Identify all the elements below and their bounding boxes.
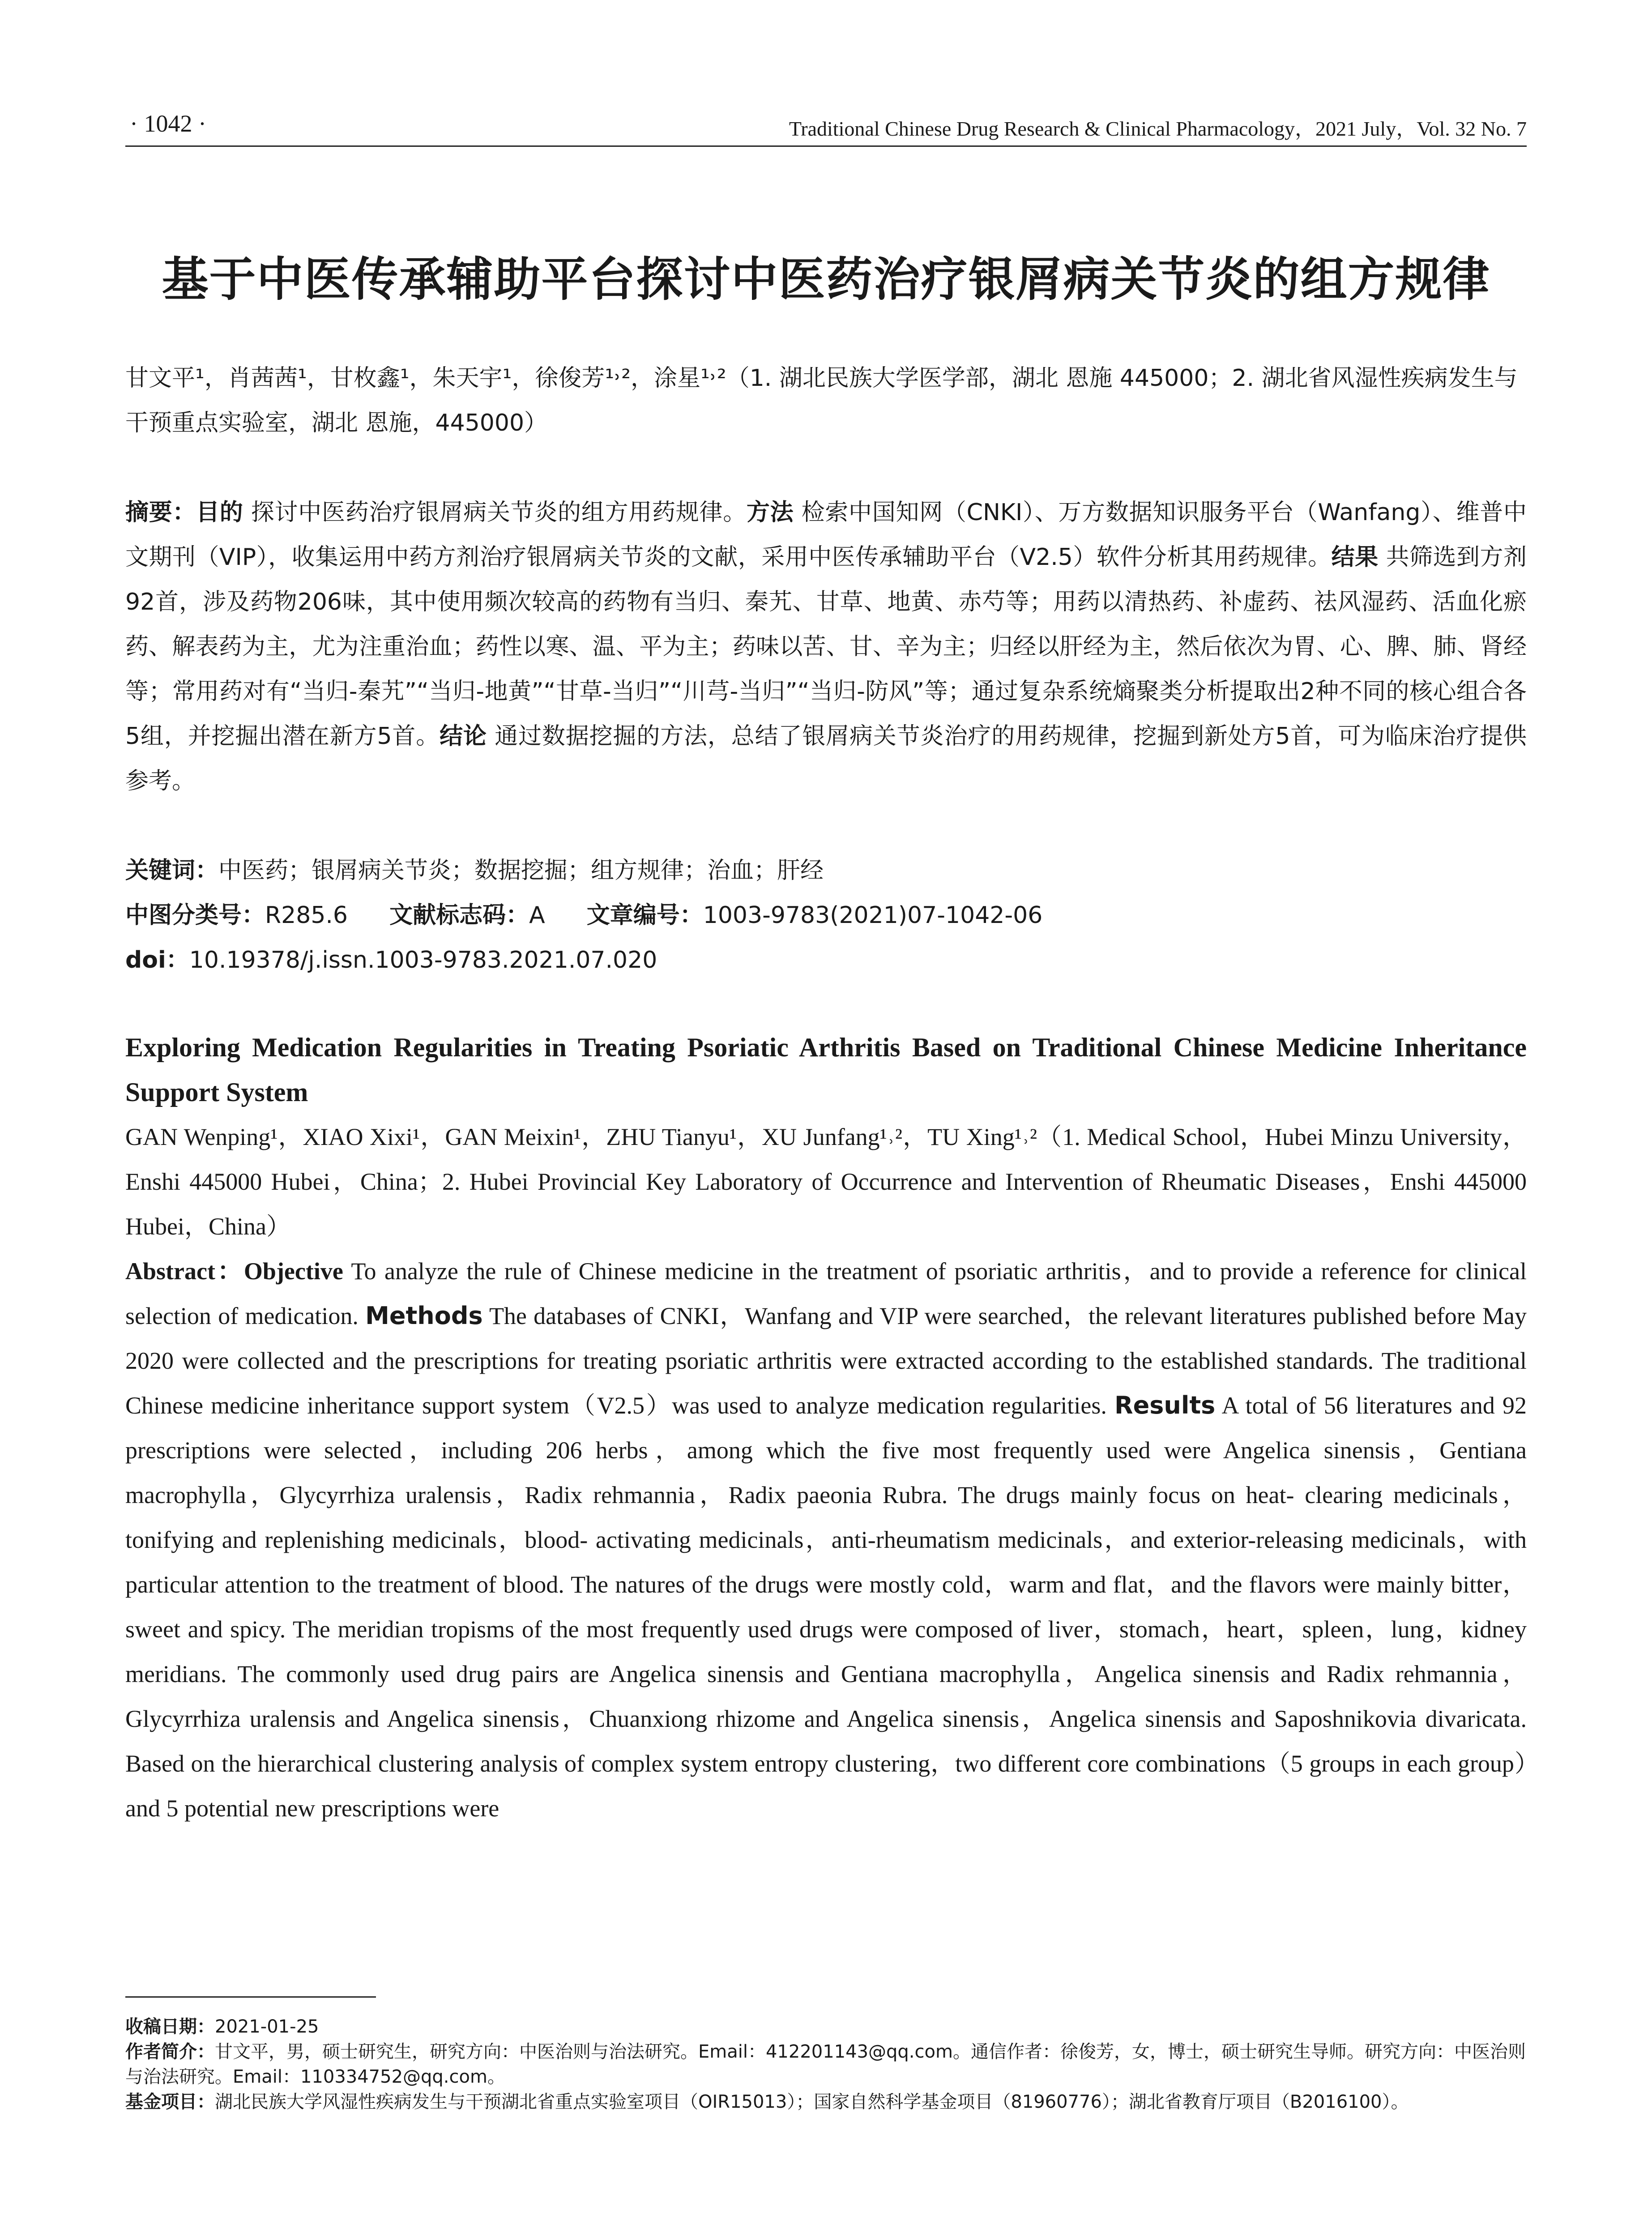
author-names-en: GAN Wenping¹，XIAO Xixi¹，GAN Meixin¹，ZHU Tianyu¹，XU Junfang¹˒²，TU Xing¹˒² bbox=[125, 1123, 1037, 1150]
authors-cn bbox=[125, 356, 1527, 445]
keywords-cn bbox=[125, 848, 1527, 893]
clc-value: R285.6 bbox=[265, 902, 348, 929]
running-header bbox=[125, 110, 1527, 147]
results-text-en: A total of 56 literatures and 92 prescriptions were selected，including 206 herbs，among which the five most frequently used were Angelica sinensis，Gentiana macrophylla，Glycyrrhiza uralensis，Radix rehmannia，Radix paeonia Rubra. The drugs mainly focus on heat- clearing medicinals，tonifying and replenishing medicinals，blood- activating medicinals，anti-rheumatism medicinals，and exterior-releasing medicinals，with particular attention to the treatment of blood. The natures of the drugs were mostly cold，warm and flat，and the flavors were mainly bitter，sweet and spicy. The meridian tropisms of the most frequently used drugs were composed of liver，stomach，heart，spleen，lung，kidney meridians. The commonly used drug pairs are Angelica sinensis and Gentiana macrophylla，Angelica sinensis and Radix rehmannia，Glycyrrhiza uralensis and Angelica sinensis，Chuanxiong rhizome and Angelica sinensis，Angelica sinensis and Saposhnikovia divaricata. Based on the hierarchical clustering analysis of complex system entropy clustering，two different core combinations（5 groups in each group）and 5 potential new prescriptions were bbox=[125, 1392, 1527, 1822]
article-number-label: 文章编号： bbox=[586, 902, 703, 929]
abstract-en bbox=[125, 1249, 1527, 1831]
results-label-cn: 结果 bbox=[1331, 544, 1379, 571]
footnote-author bbox=[125, 2039, 1527, 2089]
article-title-en: Exploring Medication Regularities in Treating Psoriatic Arthritis Based on Traditional Chinese Medicine Inheritance Support System bbox=[125, 1033, 1527, 1107]
page-number: · 1042 · bbox=[130, 110, 206, 137]
authors-en bbox=[125, 1115, 1527, 1249]
affiliation-cn: （1. 湖北民族大学医学部，湖北 恩施 445000；2. 湖北省风湿性疾病发生与干预重点实验室，湖北 恩施，445000） bbox=[125, 365, 1518, 436]
methods-text-cn: 检索中国知网（CNKI）、万方数据知识服务平台（Wanfang）、维普中文期刊（VIP），收集运用中药方剂治疗银屑病关节炎的文献，采用中医传承辅助平台（V2.5）软件分析其用药规律。 bbox=[125, 499, 1527, 571]
conclusion-text-cn: 通过数据挖掘的方法，总结了银屑病关节炎治疗的用药规律，挖掘到新处方5首，可为临床治疗提供参考。 bbox=[125, 723, 1527, 794]
keywords-label: 关键词： bbox=[125, 857, 219, 884]
methods-text-en: The databases of CNKI，Wanfang and VIP were searched，the relevant literatures published before May 2020 were collected and the prescriptions for treating psoriatic arthritis were extracted according to the established standards. The traditional Chinese medicine inheritance support system（V2.5）was used to analyze medication regularities. bbox=[125, 1303, 1527, 1419]
author-names-cn: 甘文平¹，肖茜茜¹，甘枚鑫¹，朱天宇¹，徐俊芳¹˒²，涂星¹˒² bbox=[125, 365, 726, 392]
footnote-received bbox=[125, 2014, 1527, 2039]
affiliation-en: （1. Medical School，Hubei Minzu University，Enshi 445000 Hubei，China；2. Hubei Provincial Key Laboratory of Occurrence and Intervention of Rheumatic Diseases，Enshi 445000 Hubei，China） bbox=[125, 1123, 1527, 1240]
methods-label-cn: 方法 bbox=[746, 499, 794, 526]
received-date: 2021-01-25 bbox=[215, 2016, 319, 2037]
fund-info: 湖北民族大学风湿性疾病发生与干预湖北省重点实验室项目（OIR15013）；国家自然科学基金项目（81960776）；湖北省教育厅项目（B2016100）。 bbox=[215, 2092, 1409, 2112]
abstract-cn bbox=[125, 490, 1527, 803]
results-label-en: Results bbox=[1114, 1391, 1216, 1419]
journal-citation: Traditional Chinese Drug Research & Clinical Pharmacology，2021 July，Vol. 32 No. 7 bbox=[789, 117, 1527, 140]
objective-label-en: Objective bbox=[243, 1258, 343, 1285]
objective-label-cn: 目的 bbox=[196, 499, 243, 526]
footnote-divider bbox=[125, 1996, 376, 1998]
objective-text-cn: 探讨中医药治疗银屑病关节炎的组方用药规律。 bbox=[251, 499, 747, 526]
methods-label-en: Methods bbox=[365, 1302, 483, 1330]
doc-code-label: 文献标志码： bbox=[389, 902, 529, 929]
doc-code-value: A bbox=[529, 902, 545, 929]
author-info: 甘文平，男，硕士研究生，研究方向：中医治则与治法研究。Email：412201143@qq.com。通信作者：徐俊芳，女，博士，硕士研究生导师。研究方向：中医治则与治法研究。Email：110334752@qq.com。 bbox=[125, 2042, 1526, 2087]
abstract-label-en: Abstract： bbox=[125, 1258, 244, 1285]
classification-line bbox=[125, 893, 1527, 938]
article-title-cn: 基于中医传承辅助平台探讨中医药治疗银屑病关节炎的组方规律 bbox=[162, 252, 1490, 307]
abstract-label-cn: 摘要： bbox=[125, 499, 196, 526]
article-number-value: 1003-9783(2021)07-1042-06 bbox=[703, 902, 1043, 929]
received-label: 收稿日期： bbox=[125, 2016, 215, 2037]
fund-label: 基金项目： bbox=[125, 2092, 215, 2112]
author-info-label: 作者简介： bbox=[125, 2042, 215, 2062]
doi-value: 10.19378/j.issn.1003-9783.2021.07.020 bbox=[189, 947, 657, 974]
doi-label: doi： bbox=[125, 947, 189, 974]
footnotes bbox=[125, 2014, 1527, 2114]
conclusion-label-cn: 结论 bbox=[440, 723, 487, 750]
objective-text-en: To analyze the rule of Chinese medicine in the treatment of psoriatic arthritis，and to provide a reference for clinical selection of medication. bbox=[125, 1258, 1527, 1329]
footnote-fund bbox=[125, 2089, 1527, 2114]
keywords-value: 中医药；银屑病关节炎；数据挖掘；组方规律；治血；肝经 bbox=[218, 857, 824, 884]
results-text-cn: 共筛选到方剂92首，涉及药物206味，其中使用频次较高的药物有当归、秦艽、甘草、地黄、赤芍等；用药以清热药、补虚药、祛风湿药、活血化瘀药、解表药为主，尤为注重治血；药性以寒、温、平为主；药味以苦、甘、辛为主；归经以肝经为主，然后依次为胃、心、脾、肺、肾经等；常用药对有“当归-秦艽”“当归-地黄”“甘草-当归”“川芎-当归”“当归-防风”等；通过复杂系统熵聚类分析提取出2种不同的核心组合各5组，并挖掘出潜在新方5首。 bbox=[125, 544, 1527, 750]
clc-label: 中图分类号： bbox=[125, 902, 265, 929]
doi-line bbox=[125, 938, 1527, 982]
